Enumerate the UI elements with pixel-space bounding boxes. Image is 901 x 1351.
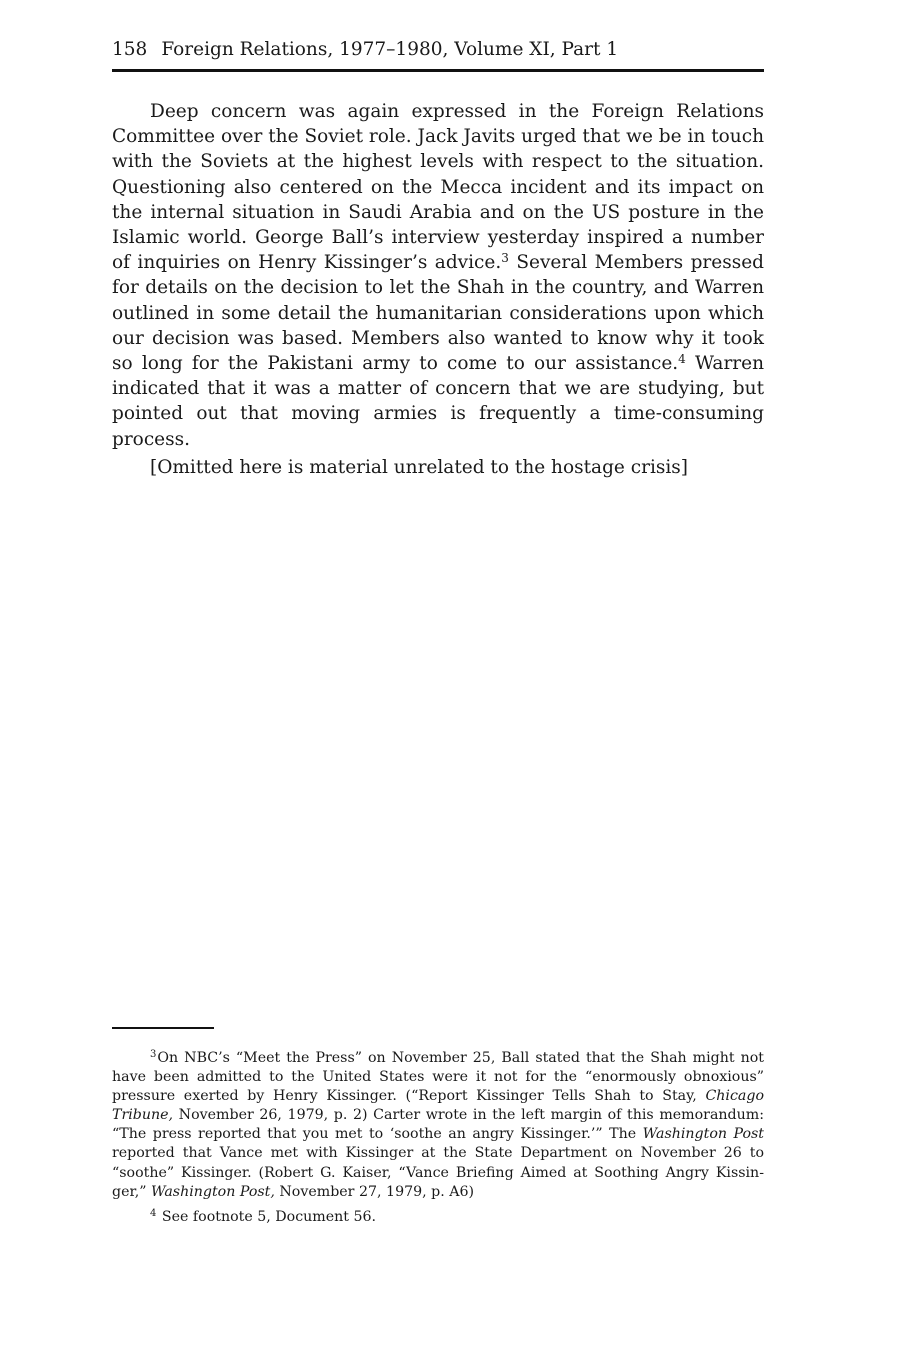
- footnote-reference-4: 4: [678, 352, 686, 367]
- footnote-italic-title: Washington Post: [642, 1126, 764, 1143]
- paragraph-text: Warren indicated that it was a matter of concern that we are studying, but pointed out that moving armies is frequently a time-consuming process.: [112, 353, 764, 450]
- footnotes: [112, 1049, 764, 1233]
- body-text: [112, 99, 764, 483]
- footnote-italic-title: Chicago Tribune,: [112, 1088, 764, 1124]
- footnote-text: November 26, 1979, p. 2) Carter wrote in the left margin of this memorandum: “The press reported that you met to ‘soothe an angry Kissinger.’” The: [112, 1107, 764, 1143]
- footnote-separator: [112, 1027, 214, 1029]
- footnote-3: [112, 1049, 764, 1202]
- paragraph-text: Deep concern was again expressed in the Foreign Relations Committee over the Soviet role. Jack Javits urged that we be in touch with the Soviets at the highest levels with respect to the situation. Questioning also centered on the Mecca incident and its impact on the internal situation in Saudi Arabia and on the US posture in the Islamic world. George Ball’s interview yesterday inspired a number of inquiries on Henry Kissinger’s advice.: [112, 101, 764, 274]
- footnote-text: On NBC’s “Meet the Press” on November 25, Ball stated that the Shah might not have been admitted to the United States were it not for the “enormously obnoxious” pressure exerted by Henry Kissinger. (“Report Kissinger Tells Shah to Stay,: [112, 1050, 764, 1105]
- footnote-reference-3: 3: [501, 251, 509, 266]
- body-paragraph-1: [112, 99, 764, 452]
- footnote-text: November 27, 1979, p. A6): [274, 1183, 475, 1200]
- page-number: 158: [112, 39, 148, 60]
- footnote-italic-title: Washington Post,: [150, 1183, 275, 1200]
- header-rule: [112, 69, 764, 72]
- footnote-text: reported that Vance met with Kissinger at the State Department on November 26 to “soothe” Kissinger. (Robert G. Kaiser, “Vance Briefing Aimed at Soothing Angry Kissinger,”: [112, 1145, 764, 1200]
- footnote-text: See footnote 5, Document 56.: [161, 1208, 377, 1225]
- body-paragraph-2: [Omitted here is material unrelated to the hostage crisis]: [150, 456, 688, 478]
- running-head-title: Foreign Relations, 1977–1980, Volume XI, Part 1: [161, 39, 619, 60]
- footnote-4: [112, 1208, 764, 1227]
- footnote-marker-3: 3: [150, 1049, 157, 1060]
- footnote-marker-4: 4: [150, 1207, 157, 1219]
- paragraph-text: Several Members pressed for details on the decision to let the Shah in the country, and Warren outlined in some detail the humanitarian considerations upon which our decision was based. Members also wanted to know why it took so long for the Pakistani army to come to our assistance.: [112, 252, 764, 375]
- running-head: [112, 38, 764, 62]
